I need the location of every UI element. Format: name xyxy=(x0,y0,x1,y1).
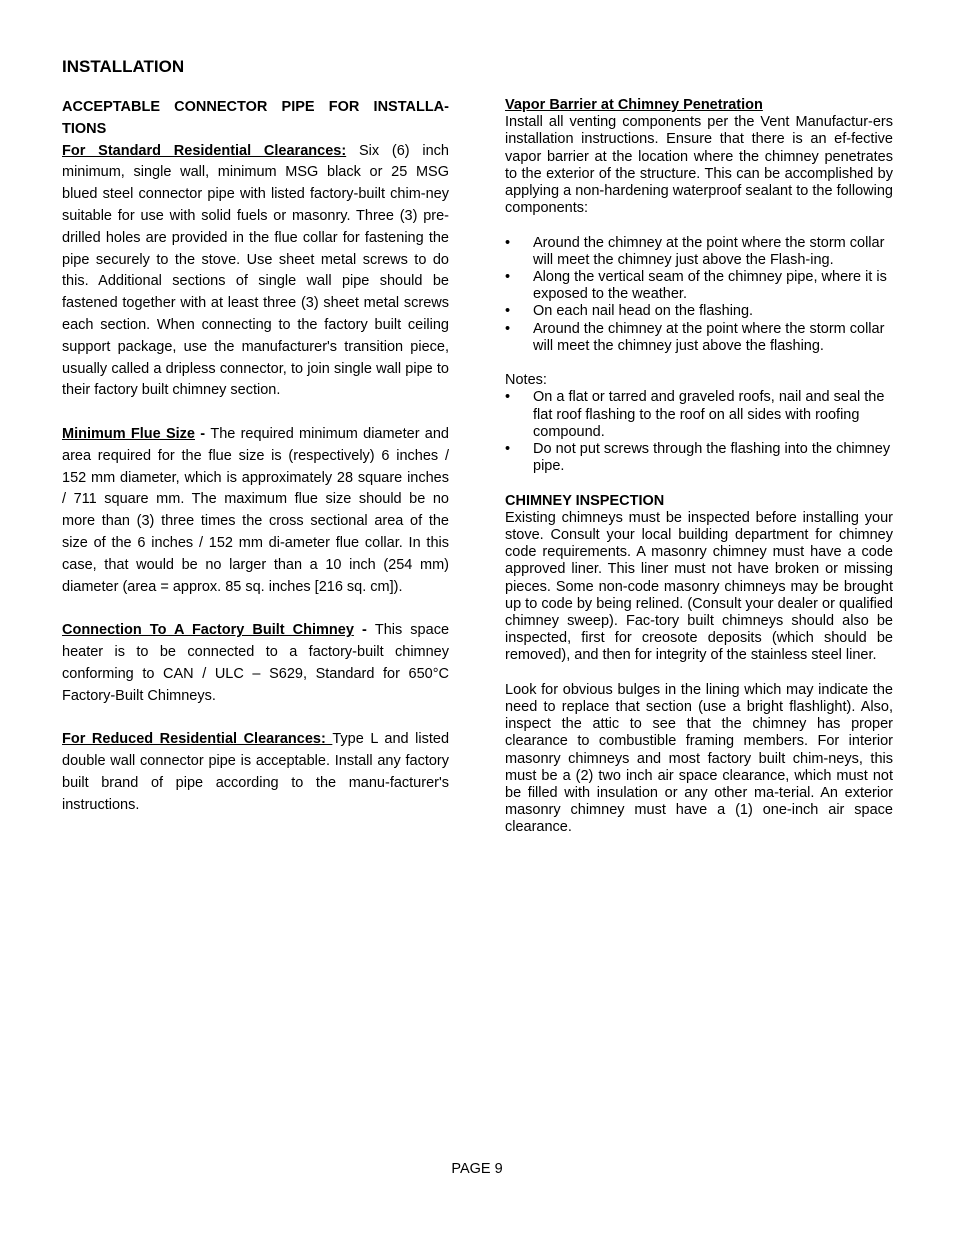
page-title: INSTALLATION xyxy=(62,57,185,76)
right-column xyxy=(505,97,893,837)
factory-chimney-text: This space heater is to be connected to a factory-built chimney conforming to CAN / ULC – S629, Standard for 650°C Factory-Built Chimneys. xyxy=(62,622,450,704)
minimum-flue-size-label: Minimum Flue Size xyxy=(62,425,195,442)
vapor-barrier-text: Install all venting components per the Vent Manufactur-ers installation instructions. Ensure that there is an ef-fective vapor barrier at the location where the chimney penetrates to the exterior of the structure. This can be accomplished by applying a non-hardening waterproof sealant to the following components: xyxy=(505,114,893,217)
vapor-barrier-heading: Vapor Barrier at Chimney Penetration xyxy=(505,97,763,113)
chimney-inspection-paragraph-1: Existing chimneys must be inspected before installing your stove. Consult your local building department for chimney code requirements. A masonry chimney must have a code approved liner. This liner must not have broken or missing pieces. Some non-code masonry chimneys may be brought up to code by being relined. (Consult your dealer or qualified chimney sweep). Fac-tory built chimneys should also be inspected, first for creosote deposits (which should be removed), and then for integrity of the stainless steel liner. xyxy=(505,509,893,664)
left-column xyxy=(62,97,449,816)
notes-label: Notes: xyxy=(505,372,547,389)
bullet-icon: • xyxy=(505,441,511,458)
list-item: • Along the vertical seam of the chimney pipe, where it is exposed to the weather. xyxy=(505,269,887,303)
reduced-clearances-label: For Reduced Residential Clearances: xyxy=(62,731,333,748)
minimum-flue-size-paragraph xyxy=(62,424,449,598)
factory-chimney-paragraph xyxy=(62,620,449,707)
standard-clearances-paragraph xyxy=(62,141,449,403)
standard-clearances-text: Six (6) inch minimum, single wall, minimum MSG black or 25 MSG blued steel connector pipe with listed factory-built chim-ney suitable for use with solid fuels or masonry. Three (3) pre-drilled holes are provided in the flue collar for fastening the pipe securely to the stove. Use sheet metal screws to do this. Additional sections of single wall pipe should be fastened together with at least three (3) sheet metal screws each section. When connecting to the factory built ceiling support package, use the manufacturer's transition piece, usually called a dripless connector, to join single wall pipe to their factory built chimney section. xyxy=(62,142,449,399)
bullet-icon: • xyxy=(505,389,511,406)
list-item: • On a flat or tarred and graveled roofs, nail and seal the flat roof flashing to the roof on all sides with roofing compound. xyxy=(505,389,885,440)
chimney-inspection-paragraph-2: Look for obvious bulges in the lining which may indicate the need to replace that section (use a bright flashlight). Also, inspect the attic to see that the chimney has proper clearance to combustible framing members. For interior masonry chimneys and most factory built chim-neys, this must be a (2) two inch air space clearance, which must not be filled with insulation or any other ma-terial. An exterior masonry chimney must have a (1) one-inch air space clearance. xyxy=(505,681,893,836)
list-item: • On each nail head on the flashing. xyxy=(505,303,754,320)
minimum-flue-size-text: The required minimum diameter and area required for the flue size is (respectively) 6 inches / 152 mm diameter, which is approximately 28 square inches / 711 square mm. The maximum flue size should be no more than (3) three times the cross sectional area of the size of the 6 inches / 152 mm di-ameter flue collar. In this case, that would be no larger than a 10 inch (254 mm) diameter (area = approx. 85 sq. inches [216 sq. cm]). xyxy=(62,425,449,595)
standard-clearances-label: For Standard Residential Clearances: xyxy=(62,142,347,159)
connector-pipe-heading: ACCEPTABLE CONNECTOR PIPE FOR INSTALLA-TIONS xyxy=(62,99,449,137)
notes-list xyxy=(505,389,893,475)
minimum-flue-size-sep: - xyxy=(194,425,211,442)
list-item: • Around the chimney at the point where the storm collar will meet the chimney just above the flashing. xyxy=(505,320,885,354)
chimney-inspection-heading: CHIMNEY INSPECTION xyxy=(505,492,665,509)
reduced-clearances-text: Type L and listed double wall connector pipe is acceptable. Install any factory built brand of pipe according to the manu-facturer's instructions. xyxy=(62,731,450,813)
factory-chimney-sep: - xyxy=(353,622,375,639)
vapor-barrier-list xyxy=(505,235,893,355)
list-item: • Do not put screws through the flashing into the chimney pipe. xyxy=(505,441,891,475)
bullet-icon: • xyxy=(505,234,511,251)
factory-chimney-label: Connection To A Factory Built Chimney xyxy=(62,622,354,639)
page-number: PAGE 9 xyxy=(451,1161,503,1177)
list-item: • Around the chimney at the point where the storm collar will meet the chimney just above the Flash-ing. xyxy=(505,234,885,268)
bullet-icon: • xyxy=(505,303,511,320)
bullet-icon: • xyxy=(505,269,511,286)
reduced-clearances-paragraph xyxy=(62,729,449,816)
bullet-icon: • xyxy=(505,320,511,337)
